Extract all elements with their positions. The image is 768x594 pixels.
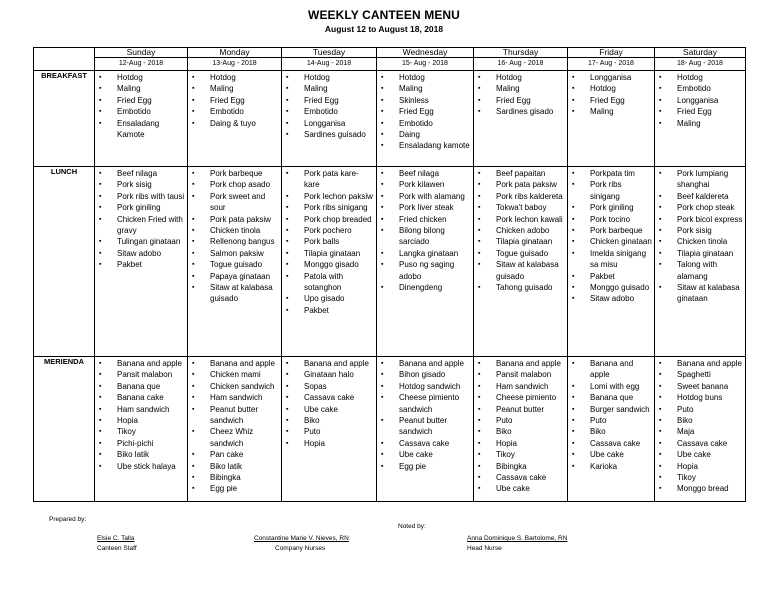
dish-item: ▪ Pork ribs sinigang (286, 202, 374, 213)
signatory-name: Anna Dominique S. Bartolome, RN (467, 535, 568, 542)
menu-cell (282, 167, 377, 357)
dish-item: ▪ Cassava cake (572, 438, 652, 449)
dish-item: ▪ Maling (286, 83, 374, 94)
dish-list (474, 71, 567, 118)
dish-item: ▪ Hotdog (192, 72, 279, 83)
dish-item: ▪ Chicken mami (192, 369, 279, 380)
menu-cell (95, 167, 188, 357)
meal-label: BREAKFAST (34, 71, 95, 167)
dish-item: ▪ Cheez Whiz sandwich (192, 426, 279, 449)
dish-item: ▪ Peanut butter (478, 404, 565, 415)
dish-item: ▪ Embotido (659, 83, 743, 94)
signatory-role: Canteen Staff (97, 545, 137, 552)
dish-item: ▪ Egg pie (192, 483, 279, 494)
dish-item: ▪ Banana and apple (99, 358, 185, 369)
dish-item: ▪ Pork pata kare-kare (286, 168, 374, 191)
day-header-wednesday (377, 48, 474, 71)
dish-item: ▪ Ham sandwich (192, 392, 279, 403)
menu-cell (568, 357, 655, 502)
day-header-row (34, 48, 746, 71)
dish-item: ▪ Pork sisig (99, 179, 185, 190)
dish-item: ▪ Dinengdeng (381, 282, 471, 293)
day-header-saturday (655, 48, 746, 71)
dish-item: ▪ Biko (286, 415, 374, 426)
dish-item: ▪ Sitaw at kalabasa guisado (192, 282, 279, 305)
dish-item: ▪ Pan cake (192, 449, 279, 460)
dish-item: ▪ Tikoy (478, 449, 565, 460)
dish-list (377, 71, 473, 152)
dish-item: ▪ Biko latik (99, 449, 185, 460)
menu-cell (474, 357, 568, 502)
dish-list (474, 357, 567, 495)
dish-item: ▪ Pichi-pichi (99, 438, 185, 449)
dish-item: ▪ Papaya ginataan (192, 271, 279, 282)
dish-item: ▪ Banana que (99, 381, 185, 392)
dish-item: ▪ Banana and apple (478, 358, 565, 369)
dish-item: ▪ Puto (286, 426, 374, 437)
dish-item: ▪ Porkpata tim (572, 168, 652, 179)
day-header-thursday (474, 48, 568, 71)
dish-item: ▪ Pork bicol express (659, 214, 743, 225)
dish-item: ▪ Pork sweet and sour (192, 191, 279, 214)
dish-item: ▪ Lomi with egg (572, 381, 652, 392)
day-name: Sunday (126, 47, 156, 57)
dish-item: ▪ Pork tocino (572, 214, 652, 225)
dish-item: ▪ Pansit malabon (99, 369, 185, 380)
dish-item: ▪ Pork pata paksiw (478, 179, 565, 190)
dish-item: ▪ Banana and apple (192, 358, 279, 369)
dish-item: ▪ Ham sandwich (99, 404, 185, 415)
menu-cell (655, 167, 746, 357)
day-header-monday (188, 48, 282, 71)
day-header-tuesday (282, 48, 377, 71)
dish-item: ▪ Cassava cake (286, 392, 374, 403)
dish-item: ▪ Hotdog sandwich (381, 381, 471, 392)
dish-item: ▪ Pork with alamang (381, 191, 471, 202)
dish-item: ▪ Daing (381, 129, 471, 140)
dish-item: ▪ Cheese pimiento sandwich (381, 392, 471, 415)
day-name: Friday (599, 47, 623, 57)
dish-item: ▪ Chicken tinola (659, 236, 743, 247)
dish-item: ▪ Chicken tinola (192, 225, 279, 236)
menu-cell (568, 167, 655, 357)
dish-list (568, 167, 654, 305)
dish-item: ▪ Monggo gisado (286, 259, 374, 270)
dish-item: ▪ Imelda sinigang sa misu (572, 248, 652, 271)
dish-item: ▪ Egg pie (381, 461, 471, 472)
menu-cell (282, 357, 377, 502)
dish-item: ▪ Hopia (478, 438, 565, 449)
dish-list (655, 167, 745, 305)
dish-item: ▪ Skinless (381, 95, 471, 106)
menu-cell (568, 71, 655, 167)
menu-cell (474, 71, 568, 167)
dish-item: ▪ Embotido (286, 106, 374, 117)
corner-cell (34, 48, 95, 71)
dish-item: ▪ Sitaw adobo (99, 248, 185, 259)
dish-item: ▪ Monggo guisado (572, 282, 652, 293)
dish-item: ▪ Sitaw at kalabasa ginataan (659, 282, 743, 305)
dish-item: ▪ Spaghetti (659, 369, 743, 380)
dish-item: ▪ Pork chop steak (659, 202, 743, 213)
dish-item: ▪ Pork chop asado (192, 179, 279, 190)
dish-item: ▪ Chicken adobo (478, 225, 565, 236)
dish-item: ▪ Pork sisig (659, 225, 743, 236)
dish-item: ▪ Pork liver steak (381, 202, 471, 213)
dish-item: ▪ Beef papaitan (478, 168, 565, 179)
day-date: 14-Aug - 2018 (282, 57, 376, 68)
menu-cell (655, 71, 746, 167)
dish-item: ▪ Sardines guisado (286, 129, 374, 140)
meal-row-lunch (34, 167, 746, 357)
dish-item: ▪ Fried Egg (478, 95, 565, 106)
dish-item: ▪ Puto (478, 415, 565, 426)
dish-item: ▪ Karioka (572, 461, 652, 472)
dish-item: ▪ Pork balls (286, 236, 374, 247)
dish-item: ▪ Ube cake (572, 449, 652, 460)
dish-item: ▪ Pork ribs sinigang (572, 179, 652, 202)
dish-item: ▪ Talong with alamang (659, 259, 743, 282)
dish-item: ▪ Beef nilaga (99, 168, 185, 179)
dish-item: ▪ Bibingka (192, 472, 279, 483)
day-date: 15- Aug - 2018 (377, 57, 473, 68)
menu-cell (95, 357, 188, 502)
dish-item: ▪ Tikoy (659, 472, 743, 483)
dish-item: ▪ Pork barbeque (192, 168, 279, 179)
dish-item: ▪ Tulingan ginataan (99, 236, 185, 247)
dish-item: ▪ Hotdog (478, 72, 565, 83)
dish-item: ▪ Hotdog (572, 83, 652, 94)
dish-list (282, 167, 376, 316)
dish-item: ▪ Pork ribs kaldereta (478, 191, 565, 202)
meal-label: MERIENDA (34, 357, 95, 502)
dish-item: ▪ Banana and apple (286, 358, 374, 369)
page-subtitle: August 12 to August 18, 2018 (324, 24, 444, 34)
dish-item: ▪ Togue guisado (478, 248, 565, 259)
dish-item: ▪ Maling (572, 106, 652, 117)
dish-item: ▪ Cassava cake (381, 438, 471, 449)
dish-item: ▪ Hopia (659, 461, 743, 472)
menu-table (33, 47, 746, 502)
dish-item: ▪ Puto (572, 415, 652, 426)
dish-item: ▪ Longganisa (572, 72, 652, 83)
dish-item: ▪ Bilong bilong sarciado (381, 225, 471, 248)
day-date: 16- Aug - 2018 (474, 57, 567, 68)
day-date: 12-Aug - 2018 (95, 57, 187, 68)
dish-list (655, 357, 745, 495)
dish-item: ▪ Ginataan halo (286, 369, 374, 380)
dish-item: ▪ Pork giniling (572, 202, 652, 213)
day-name: Tuesday (312, 47, 346, 57)
dish-item: ▪ Chicken sandwich (192, 381, 279, 392)
dish-item: ▪ Sweet banana (659, 381, 743, 392)
dish-item: ▪ Pork ribs with tausi (99, 191, 185, 202)
day-date: 18- Aug - 2018 (655, 57, 745, 68)
noted-by-label: Noted by: (398, 523, 426, 530)
meal-label: LUNCH (34, 167, 95, 357)
dish-item: ▪ Ube cake (381, 449, 471, 460)
dish-item: ▪ Longganisa (286, 118, 374, 129)
meal-row-breakfast (34, 71, 746, 167)
dish-item: ▪ Bihon gisado (381, 369, 471, 380)
dish-item: ▪ Cassava cake (478, 472, 565, 483)
dish-item: ▪ Fried Egg (192, 95, 279, 106)
dish-item: ▪ Ube cake (478, 483, 565, 494)
dish-item: ▪ Fried Egg (99, 95, 185, 106)
dish-item: ▪ Sopas (286, 381, 374, 392)
dish-item: ▪ Hopia (286, 438, 374, 449)
dish-item: ▪ Embotido (381, 118, 471, 129)
dish-item: ▪ Banana que (572, 392, 652, 403)
day-date: 17- Aug - 2018 (568, 57, 654, 68)
dish-item: ▪ Pork lumpiang shanghai (659, 168, 743, 191)
day-header-sunday (95, 48, 188, 71)
dish-item: ▪ Beef nilaga (381, 168, 471, 179)
dish-item: ▪ Banana and apple (659, 358, 743, 369)
meal-row-merienda (34, 357, 746, 502)
dish-item: ▪ Pork lechon paksiw (286, 191, 374, 202)
menu-cell (377, 167, 474, 357)
dish-item: ▪ Maling (381, 83, 471, 94)
dish-item: ▪ Ube stick halaya (99, 461, 185, 472)
dish-item: ▪ Hotdog (659, 72, 743, 83)
dish-item: ▪ Hotdog (381, 72, 471, 83)
dish-item: ▪ Embotido (192, 106, 279, 117)
dish-item: ▪ Longganisa (659, 95, 743, 106)
menu-cell (474, 167, 568, 357)
menu-cell (188, 357, 282, 502)
day-name: Thursday (502, 47, 539, 57)
dish-item: ▪ Pakbet (286, 305, 374, 316)
prepared-by-label: Prepared by: (49, 516, 87, 523)
signatory-role: Company Nurses (275, 545, 326, 552)
day-header-friday (568, 48, 655, 71)
dish-item: ▪ Embotido (99, 106, 185, 117)
dish-item: ▪ Fried Egg (659, 106, 743, 117)
dish-item: ▪ Biko latik (192, 461, 279, 472)
dish-item: ▪ Peanut butter sandwich (192, 404, 279, 427)
dish-list (568, 357, 654, 472)
page-title: WEEKLY CANTEEN MENU (308, 8, 460, 22)
dish-item: ▪ Upo gisado (286, 293, 374, 304)
signatory-name: Elsie C. Talla (97, 535, 135, 542)
day-name: Wednesday (402, 47, 448, 57)
dish-item: ▪ Banana and apple (572, 358, 652, 381)
dish-item: ▪ Ensaladang Kamote (99, 118, 185, 141)
dish-item: ▪ Ham sandwich (478, 381, 565, 392)
dish-item: ▪ Hotdog (99, 72, 185, 83)
dish-item: ▪ Daing & tuyo (192, 118, 279, 129)
menu-cell (188, 71, 282, 167)
dish-item: ▪ Pork giniling (99, 202, 185, 213)
dish-item: ▪ Pork pata paksiw (192, 214, 279, 225)
dish-item: ▪ Puto (659, 404, 743, 415)
dish-item: ▪ Rellenong bangus (192, 236, 279, 247)
dish-item: ▪ Tilapia ginataan (659, 248, 743, 259)
dish-item: ▪ Cheese pimiento (478, 392, 565, 403)
dish-item: ▪ Fried Egg (286, 95, 374, 106)
dish-item: ▪ Pork kilawen (381, 179, 471, 190)
dish-list (655, 71, 745, 129)
dish-item: ▪ Togue guisado (192, 259, 279, 270)
dish-list (377, 357, 473, 472)
day-name: Monday (219, 47, 250, 57)
dish-item: ▪ Tilapia ginataan (286, 248, 374, 259)
dish-item: ▪ Maling (99, 83, 185, 94)
dish-item: ▪ Maja (659, 426, 743, 437)
dish-list (474, 167, 567, 293)
dish-item: ▪ Chicken Fried with gravy (99, 214, 185, 237)
dish-list (95, 167, 187, 271)
menu-cell (655, 357, 746, 502)
dish-item: ▪ Pakbet (99, 259, 185, 270)
dish-item: ▪ Langka ginataan (381, 248, 471, 259)
menu-cell (188, 167, 282, 357)
dish-item: ▪ Sitaw at kalabasa guisado (478, 259, 565, 282)
dish-item: ▪ Fried chicken (381, 214, 471, 225)
dish-item: ▪ Banana cake (99, 392, 185, 403)
dish-item: ▪ Pansit malabon (478, 369, 565, 380)
dish-item: ▪ Banana and apple (381, 358, 471, 369)
dish-item: ▪ Beef kaldereta (659, 191, 743, 202)
dish-item: ▪ Cassava cake (659, 438, 743, 449)
dish-item: ▪ Monggo bread (659, 483, 743, 494)
dish-item: ▪ Biko (572, 426, 652, 437)
dish-item: ▪ Ensaladang kamote (381, 140, 471, 151)
dish-list (188, 71, 281, 129)
dish-item: ▪ Pakbet (572, 271, 652, 282)
signatory-role: Head Nurse (467, 545, 502, 552)
dish-item: ▪ Tahong guisado (478, 282, 565, 293)
signatory-name: Constantine Marie V. Nieves, RN (254, 535, 349, 542)
dish-item: ▪ Bibingka (478, 461, 565, 472)
dish-list (568, 71, 654, 118)
day-name: Saturday (682, 47, 718, 57)
dish-item: ▪ Maling (478, 83, 565, 94)
dish-item: ▪ Maling (659, 118, 743, 129)
dish-item: ▪ Peanut butter sandwich (381, 415, 471, 438)
dish-item: ▪ Fried Egg (572, 95, 652, 106)
dish-item: ▪ Maling (192, 83, 279, 94)
dish-item: ▪ Pork barbeque (572, 225, 652, 236)
dish-item: ▪ Burger sandwich (572, 404, 652, 415)
dish-item: ▪ Pork chop breaded (286, 214, 374, 225)
day-date: 13-Aug - 2018 (188, 57, 281, 68)
menu-cell (282, 71, 377, 167)
dish-list (377, 167, 473, 293)
dish-item: ▪ Tikoy (99, 426, 185, 437)
dish-item: ▪ Sardines gisado (478, 106, 565, 117)
dish-item: ▪ Ube cake (286, 404, 374, 415)
dish-item: ▪ Patola with sotanghon (286, 271, 374, 294)
dish-item: ▪ Pork lechon kawali (478, 214, 565, 225)
menu-cell (377, 71, 474, 167)
dish-list (282, 357, 376, 449)
dish-list (188, 167, 281, 305)
dish-item: ▪ Pork pochero (286, 225, 374, 236)
dish-item: ▪ Tokwa't baboy (478, 202, 565, 213)
dish-item: ▪ Fried Egg (381, 106, 471, 117)
dish-item: ▪ Biko (659, 415, 743, 426)
menu-cell (377, 357, 474, 502)
dish-item: ▪ Hotdog (286, 72, 374, 83)
dish-list (95, 357, 187, 472)
dish-list (282, 71, 376, 140)
dish-item: ▪ Puso ng saging adobo (381, 259, 471, 282)
dish-item: ▪ Sitaw adobo (572, 293, 652, 304)
dish-item: ▪ Salmon paksiw (192, 248, 279, 259)
dish-item: ▪ Chicken ginataan (572, 236, 652, 247)
dish-item: ▪ Biko (478, 426, 565, 437)
dish-item: ▪ Hotdog buns (659, 392, 743, 403)
dish-item: ▪ Ube cake (659, 449, 743, 460)
dish-item: ▪ Tilapia ginataan (478, 236, 565, 247)
dish-item: ▪ Hopia (99, 415, 185, 426)
menu-cell (95, 71, 188, 167)
dish-list (95, 71, 187, 140)
dish-list (188, 357, 281, 495)
